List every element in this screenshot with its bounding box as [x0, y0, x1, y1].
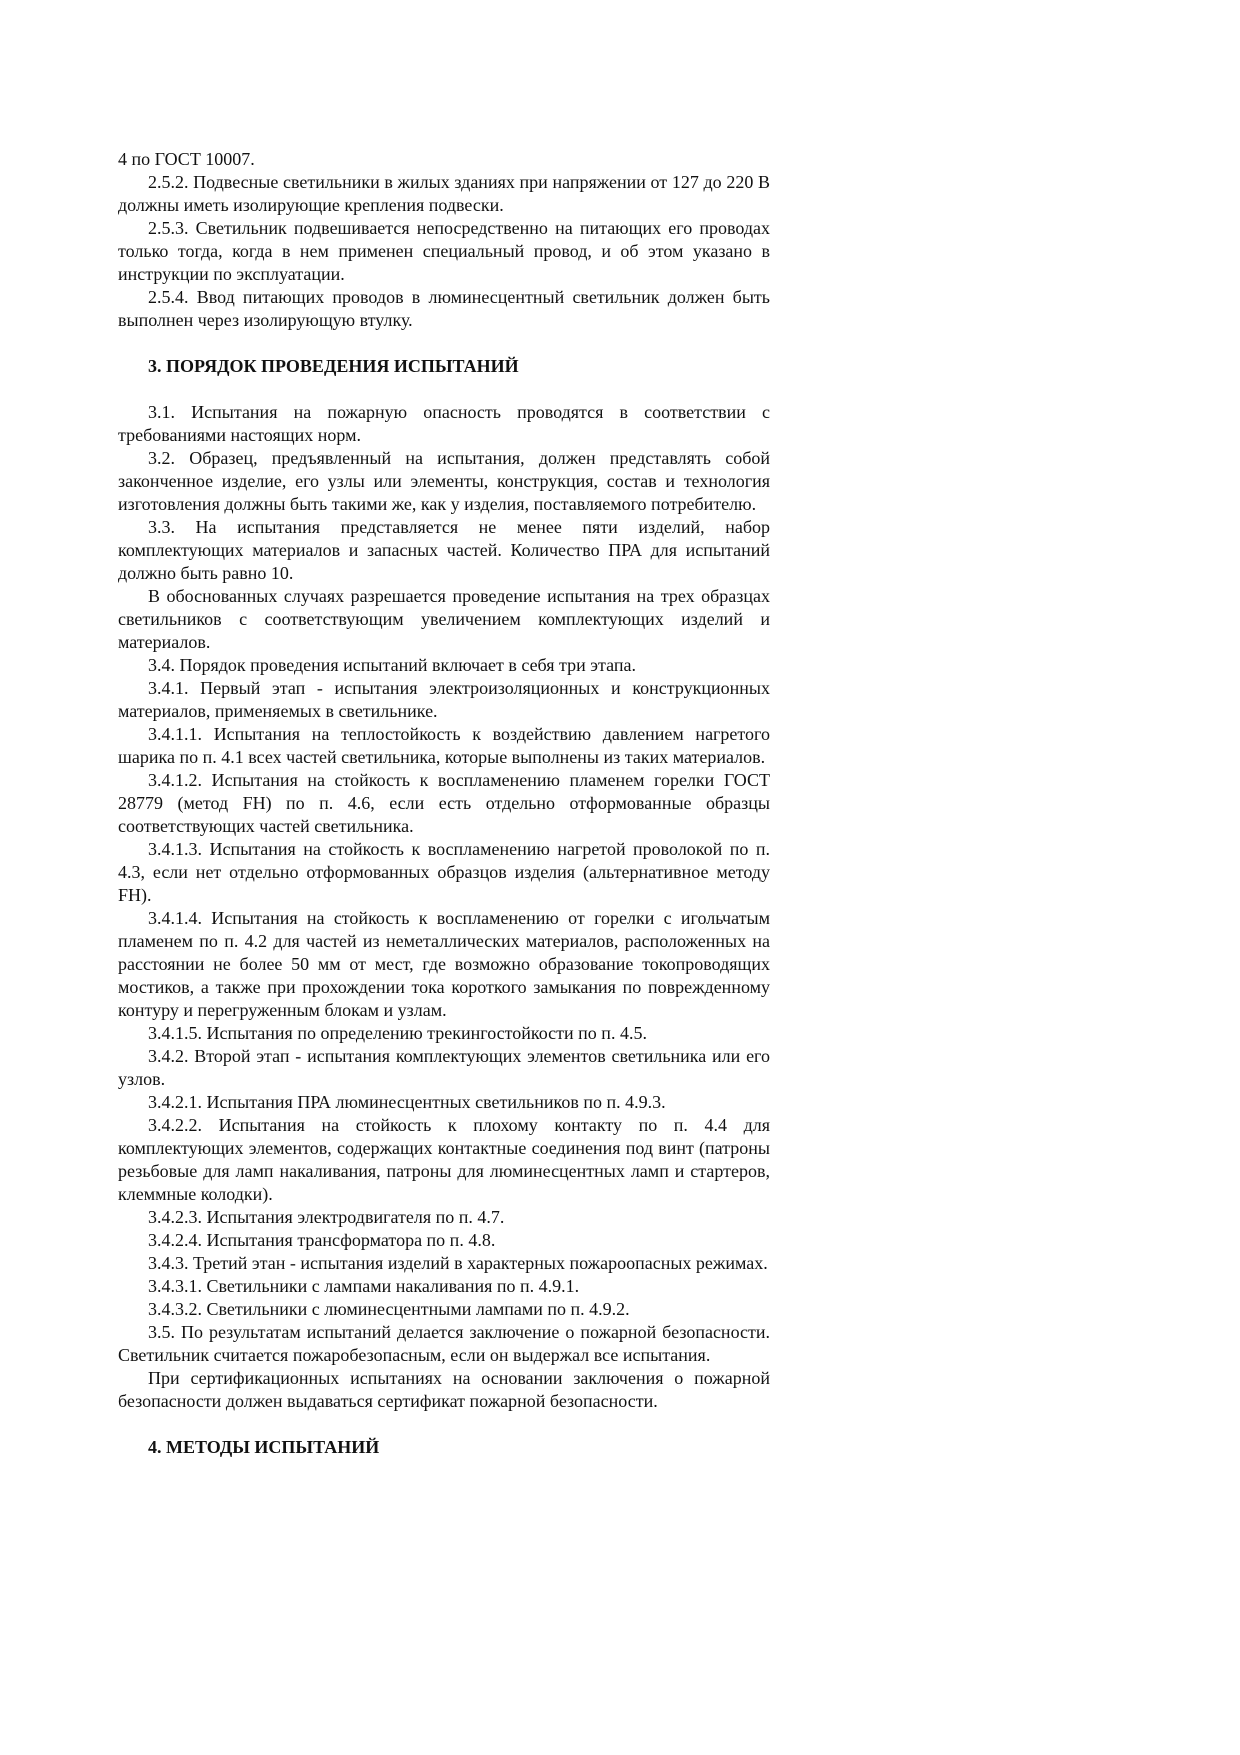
paragraph-3-1: 3.1. Испытания на пожарную опасность проводятся в соответствии с требованиями настоящих норм. — [118, 402, 770, 445]
paragraph-3-4-3-2: 3.4.3.2. Светильники с люминесцентными лампами по п. 4.9.2. — [148, 1299, 630, 1319]
paragraph-3-4-1: 3.4.1. Первый этап - испытания электроизоляционных и конструкционных материалов, применяемых в светильнике. — [118, 678, 770, 721]
paragraph-2-5-2: 2.5.2. Подвесные светильники в жилых зданиях при напряжении от 127 до 220 В должны иметь изолирующие крепления подвески. — [118, 172, 770, 215]
paragraph-3-4-2: 3.4.2. Второй этап - испытания комплектующих элементов светильника или его узлов. — [118, 1046, 770, 1089]
paragraph-3-4-1-1: 3.4.1.1. Испытания на теплостойкость к воздействию давлением нагретого шарика по п. 4.1 всех частей светильника, которые выполнены из таких материалов. — [118, 724, 770, 767]
paragraph-3-3: 3.3. На испытания представляется не менее пяти изделий, набор комплектующих материалов и запасных частей. Количество ПРА для испытаний должно быть равно 10. — [118, 517, 770, 583]
paragraph-2-5-3: 2.5.3. Светильник подвешивается непосредственно на питающих его проводах только тогда, когда в нем применен специальный провод, и об этом указано в инструкции по эксплуатации. — [118, 218, 770, 284]
paragraph-3-4-3: 3.4.3. Третий этан - испытания изделий в характерных пожароопасных режимах. — [148, 1253, 768, 1273]
paragraph-3-2: 3.2. Образец, предъявленный на испытания, должен представлять собой законченное изделие, его узлы или элементы, конструкция, состав и технология изготовления должны быть такими же, как у изделия, поставляемого потребителю. — [118, 448, 770, 514]
paragraph-3-4-2-1: 3.4.2.1. Испытания ПРА люминесцентных светильников по п. 4.9.3. — [148, 1092, 666, 1112]
section-3-heading: 3. ПОРЯДОК ПРОВЕДЕНИЯ ИСПЫТАНИЙ — [148, 356, 519, 376]
paragraph-3-5-note: При сертификационных испытаниях на основании заключения о пожарной безопасности должен выдаваться сертификат пожарной безопасности. — [118, 1368, 770, 1411]
paragraph-2-5-4: 2.5.4. Ввод питающих проводов в люминесцентный светильник должен быть выполнен через изолирующую втулку. — [118, 287, 770, 330]
paragraph-3-4-2-3: 3.4.2.3. Испытания электродвигателя по п. 4.7. — [148, 1207, 505, 1227]
paragraph-3-3-note: В обоснованных случаях разрешается проведение испытания на трех образцах светильников с соответствующим увеличением комплектующих изделий и материалов. — [118, 586, 770, 652]
paragraph-3-4-1-4: 3.4.1.4. Испытания на стойкость к воспламенению от горелки с игольчатым пламенем по п. 4.2 для частей из неметаллических материалов, расположенных на расстоянии не более 50 мм от мест, где возможно образование токопроводящих мостиков, а также при прохождении тока короткого замыкания по поврежденному контуру и перегруженным блокам и узлам. — [118, 908, 770, 1020]
paragraph-3-5: 3.5. По результатам испытаний делается заключение о пожарной безопасности. Светильник считается пожаробезопасным, если он выдержал все испытания. — [118, 1322, 770, 1365]
section-4-heading: 4. МЕТОДЫ ИСПЫТАНИЙ — [148, 1437, 380, 1457]
document-page — [118, 148, 770, 1459]
paragraph-3-4-2-4: 3.4.2.4. Испытания трансформатора по п. 4.8. — [148, 1230, 496, 1250]
paragraph-3-4: 3.4. Порядок проведения испытаний включает в себя три этапа. — [148, 655, 636, 675]
paragraph-3-4-1-2: 3.4.1.2. Испытания на стойкость к воспламенению пламенем горелки ГОСТ 28779 (метод FH) по п. 4.6, если есть отдельно отформованные образцы соответствующих частей светильника. — [118, 770, 770, 836]
paragraph-3-4-3-1: 3.4.3.1. Светильники с лампами накаливания по п. 4.9.1. — [148, 1276, 580, 1296]
paragraph-3-4-1-3: 3.4.1.3. Испытания на стойкость к воспламенению нагретой проволокой по п. 4.3, если нет отдельно отформованных образцов изделия (альтернативное методу FH). — [118, 839, 770, 905]
paragraph-3-4-1-5: 3.4.1.5. Испытания по определению трекингостойкости по п. 4.5. — [148, 1023, 647, 1043]
paragraph-3-4-2-2: 3.4.2.2. Испытания на стойкость к плохому контакту по п. 4.4 для комплектующих элементов, содержащих контактные соединения под винт (патроны резьбовые для ламп накаливания, патроны для люминесцентных ламп и стартеров, клеммные колодки). — [118, 1115, 770, 1204]
paragraph-continuation: 4 по ГОСТ 10007. — [118, 149, 255, 169]
